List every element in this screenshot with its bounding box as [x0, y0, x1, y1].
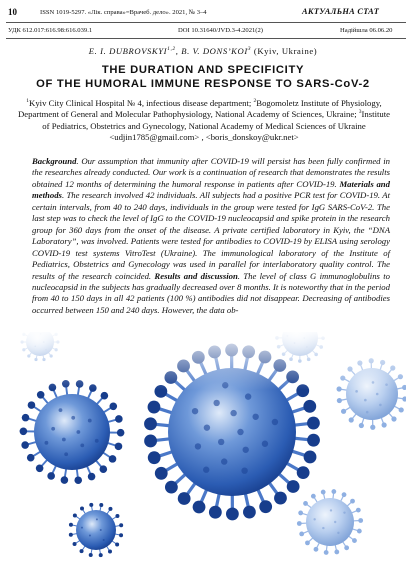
virus-image — [0, 332, 406, 563]
title-line-1: THE DURATION AND SPECIFICITY — [101, 64, 305, 76]
article-title — [0, 63, 406, 91]
page-number: 10 — [8, 7, 17, 17]
udc-code: УДК 612.017:616.98:616.039.1 — [8, 27, 93, 34]
results-label: Results and discussion — [154, 270, 238, 281]
methods-label: Materials and methods — [32, 178, 390, 201]
author-1: E. I. DUBROVSKYI — [88, 46, 168, 56]
affiliations: $^1$Kyiv City Clinical Hospital № 4, infectious disease department; $^2$Bogomoletz Institute of Physiology, Department of General and Molecular Pathophysiology, National Academy of Sciences, Ukraine; $^3$Institute of Pediatrics, Obstetrics and Gynecology, National Academy of Medical Sciences of Ukraine <udjin1785@gmail.com> , <boris_donskoy@ukr.net> — [17, 98, 391, 142]
section-title: АКТУАЛЬНА СТАТ — [302, 7, 380, 16]
coronavirus-illustration — [0, 332, 406, 563]
doi: DOI 10.31640/JVD.3-4.2021(2) — [178, 27, 263, 34]
title-line-2: OF THE HUMORAL IMMUNE RESPONSE TO SARS-CoV-2 — [36, 78, 370, 90]
author-location: (Kyiv, Ukraine) — [251, 46, 318, 56]
header-rule-top — [6, 22, 406, 23]
background-label: Background — [32, 156, 77, 166]
header-rule-bottom — [6, 38, 406, 39]
received-date: Надійшла 06.06.20 — [340, 27, 393, 34]
running-header — [0, 0, 406, 46]
abstract: Background. Our assumption that immunity after COVID-19 will persist has been fully confirmed in the researches already conducted. Our work is a continuation of research that demonstrates the results obtained 12 months of determining the humoral response in patients after COVID-19. Materials and methods. The research involved 42 individuals. All subjects had a positive PCR test for COVID-19. At certain intervals, from 40 to 240 days, individuals in the group were tested for IgG SARS-CoV-2. The last step was to check the level of IgG to the COVID-19 nucleocapsid and spike protein in the research group for 360 days from the onset of the disease. A private certified laboratory in Kyiv, the “DNA Laboratory”, was involved. Patients were tested for antibodies to COVID-19 by ELISA using serology COVID-19 test systems VitroTest (Ukraine). The immunological laboratory of the Institute of Pediatrics, Obstetrics and Gynecology was used in parallel for interlaboratory quality control. The results of the research coincided. Results and discussion. The level of class G immunoglobulins to nucleocapsid in the subjects has gradually decreased over 8 months. It is noteworthy that in the period from 40 to 150 days in all 42 patients (100 %) antibodies did not disappear. Decreasing of antibodies occurred between 150 and 240 days. However, the data ob- — [32, 156, 390, 315]
author-2: , B. V. DONS’KOI — [175, 46, 248, 56]
authors-line: E. I. DUBROVSKYI$^{1,2}$, B. V. DONS’KOI$^3$ (Kyiv, Ukraine) — [88, 46, 318, 56]
journal-issn: ISSN 1019-5297. «Лік. справа»=Врачеб. дело». 2021, № 3–4 — [40, 9, 207, 16]
